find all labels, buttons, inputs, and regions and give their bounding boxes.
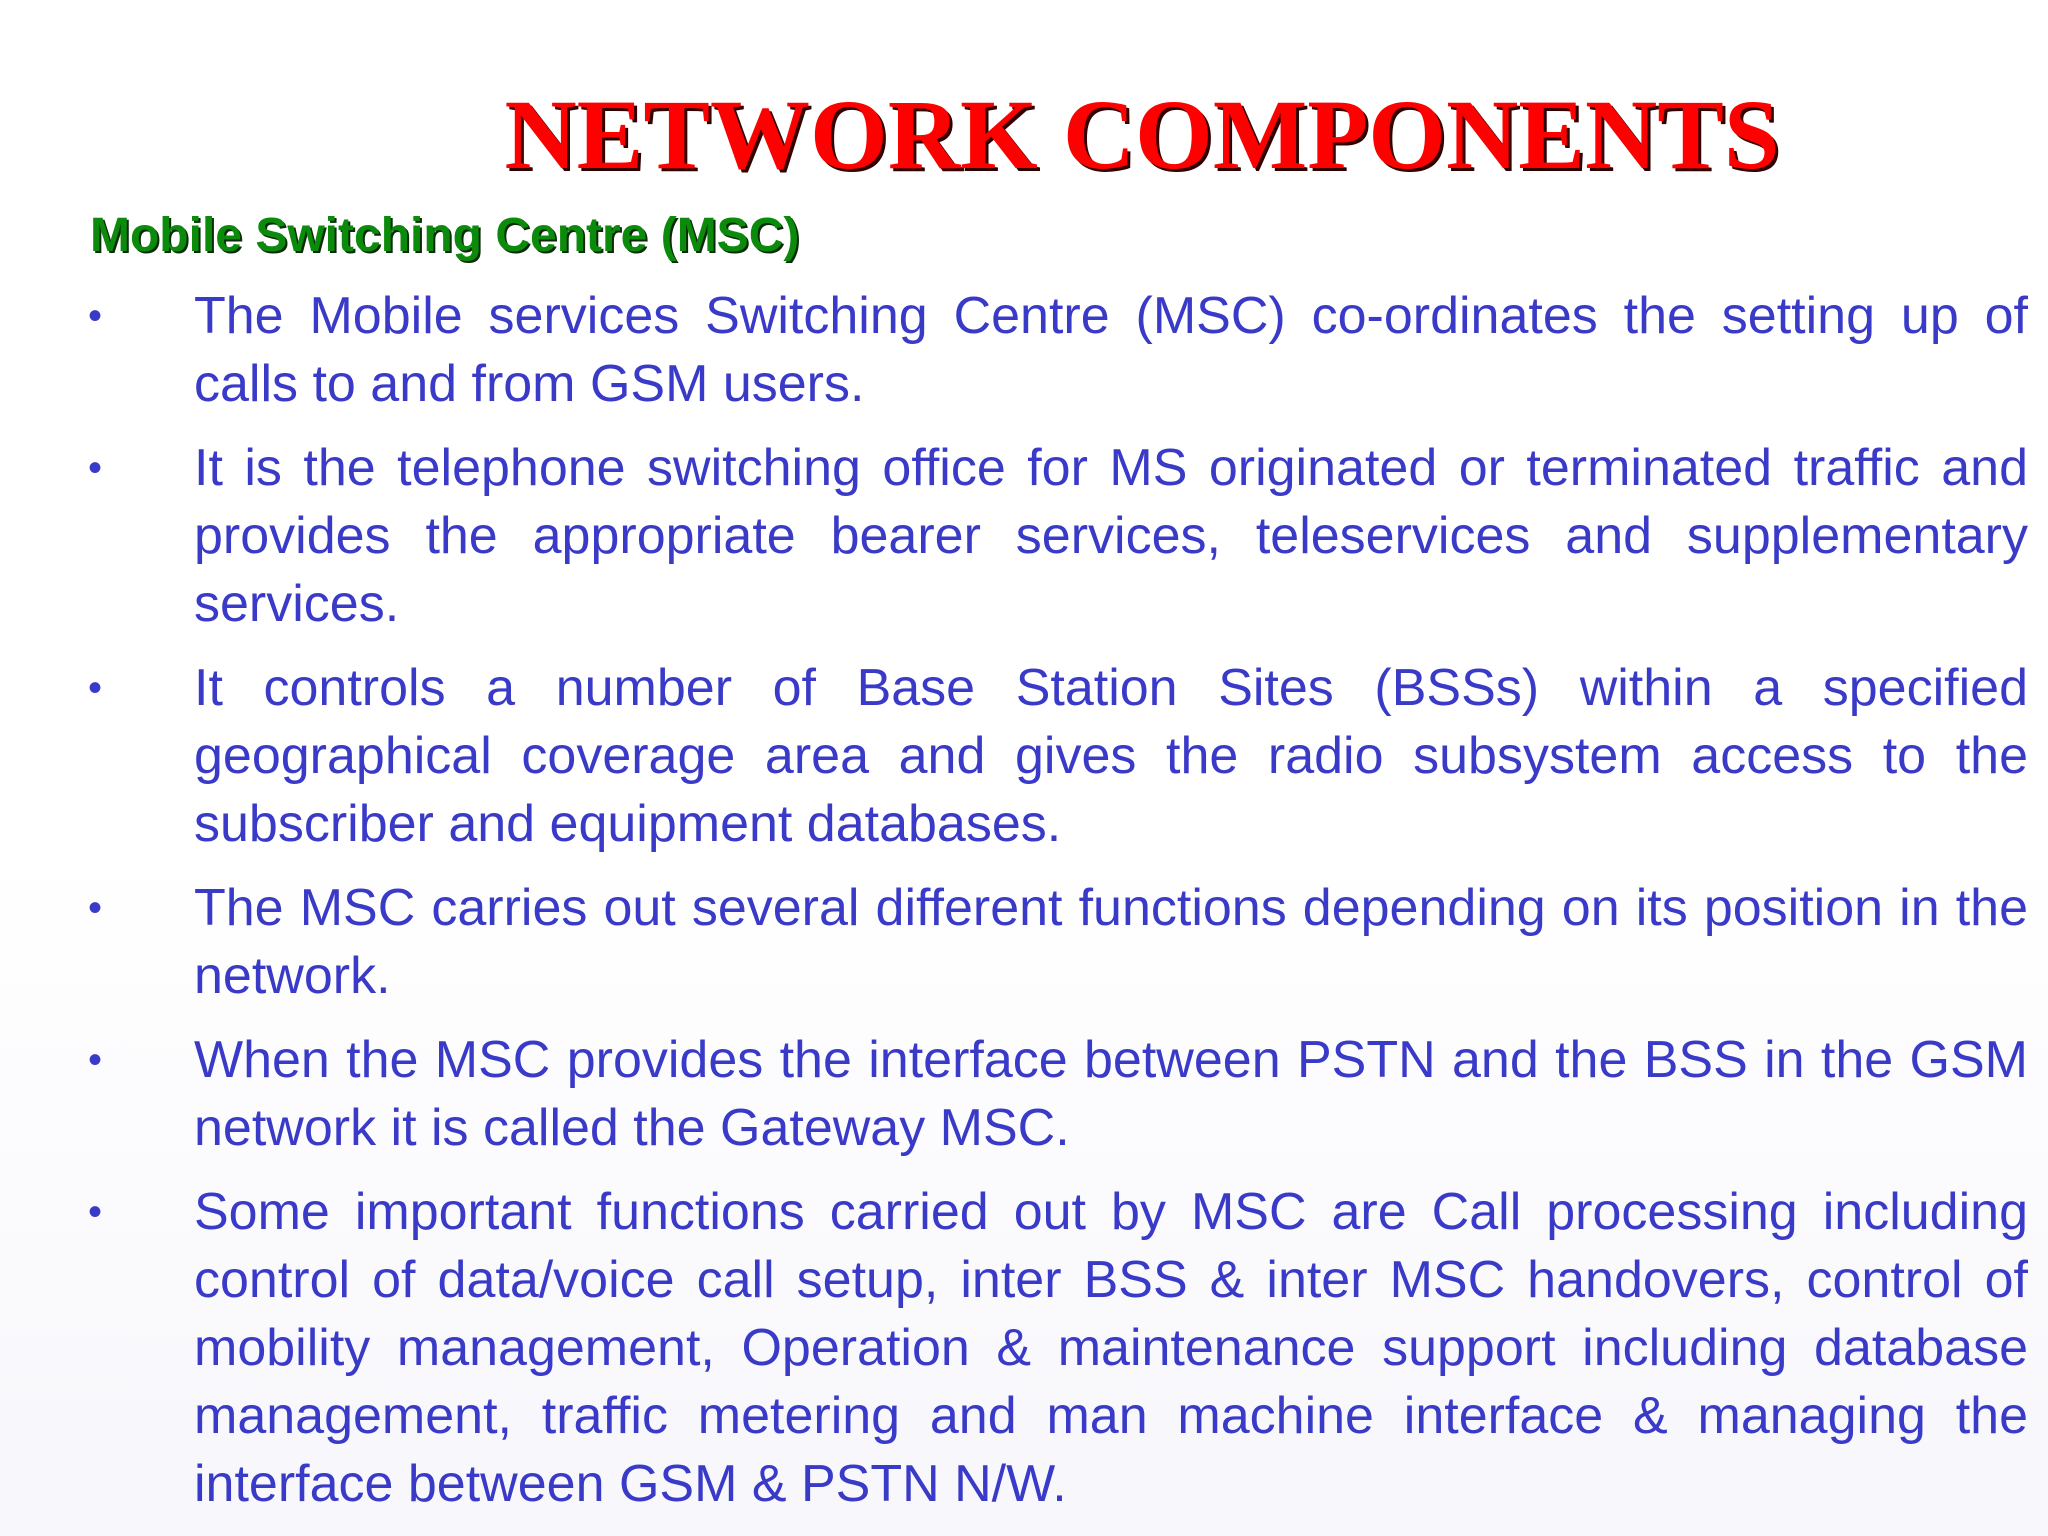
bullet-text: When the MSC provides the interface between PSTN and the BSS in the GSM network it is called the Gateway MSC. [194, 1031, 2028, 1157]
bullet-dot-icon: • [88, 1038, 103, 1082]
bullet-item [0, 1178, 2048, 1518]
bullet-dot-icon: • [88, 446, 103, 490]
bullet-text: It controls a number of Base Station Sites (BSSs) within a specified geographical coverage area and gives the radio subsystem access to the subscriber and equipment databases. [194, 659, 2028, 853]
bullet-dot-icon: • [88, 886, 103, 930]
bullet-text: Some important functions carried out by MSC are Call processing including control of data/voice call setup, inter BSS & inter MSC handovers, control of mobility management, Operation & maintenance support including database management, traffic metering and man machine interface & managing the interface between GSM & PSTN N/W. [194, 1183, 2028, 1513]
slide-subtitle: Mobile Switching Centre (MSC) [90, 209, 800, 262]
bullet-item [0, 282, 2048, 418]
bullet-item [0, 874, 2048, 1010]
bullet-dot-icon: • [88, 1190, 103, 1234]
bullet-item [0, 434, 2048, 638]
bullet-list [0, 282, 2048, 1534]
slide-title: NETWORK COMPONENTS [504, 79, 1780, 190]
bullet-text: It is the telephone switching office for MS originated or terminated traffic and provides the appropriate bearer services, teleservices and supplementary services. [194, 439, 2028, 633]
bullet-text: The MSC carries out several different functions depending on its position in the network. [194, 879, 2028, 1005]
bullet-item [0, 1026, 2048, 1162]
bullet-dot-icon: • [88, 294, 103, 338]
bullet-text: The Mobile services Switching Centre (MSC) co-ordinates the setting up of calls to and from GSM users. [194, 287, 2028, 413]
bullet-item [0, 654, 2048, 858]
bullet-dot-icon: • [88, 666, 103, 710]
